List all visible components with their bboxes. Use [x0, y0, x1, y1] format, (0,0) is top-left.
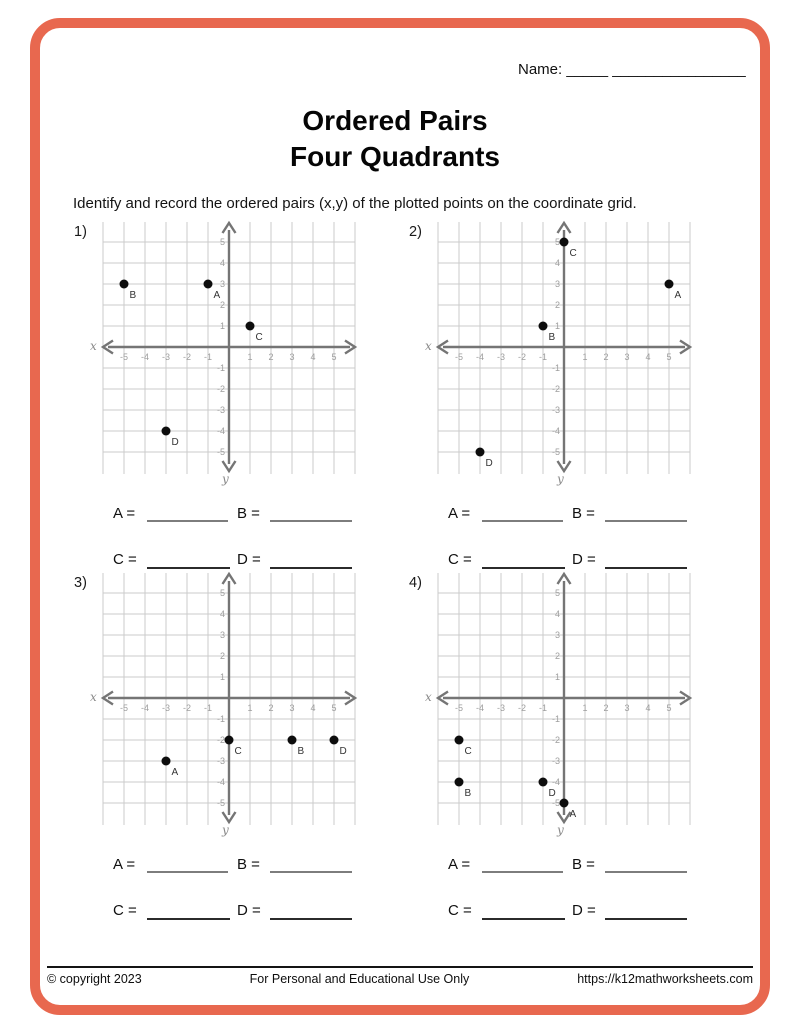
axes: [103, 223, 355, 471]
axes: [438, 574, 690, 822]
point-label-B: B: [129, 290, 137, 301]
answer-label-c: C =: [113, 551, 137, 568]
svg-text:4: 4: [219, 258, 225, 268]
problem-4: [409, 569, 721, 861]
svg-text:-4: -4: [551, 426, 560, 436]
svg-text:-1: -1: [216, 363, 225, 373]
svg-text:1: 1: [554, 672, 560, 682]
svg-text:-1: -1: [216, 714, 225, 724]
answer-label-b: B =: [572, 505, 595, 522]
answer-label-b: B =: [572, 856, 595, 873]
point-D: [476, 448, 485, 457]
point-label-D: D: [485, 458, 493, 469]
point-label-C: C: [464, 746, 472, 757]
axes: [438, 223, 690, 471]
point-label-D: D: [548, 788, 556, 799]
coordinate-grid-svg: [82, 218, 378, 490]
svg-text:1: 1: [582, 703, 588, 713]
svg-text:-1: -1: [551, 714, 560, 724]
svg-text:-2: -2: [551, 735, 560, 745]
svg-text:-1: -1: [551, 363, 560, 373]
svg-text:5: 5: [219, 588, 225, 598]
svg-text:-3: -3: [551, 756, 560, 766]
answer-blank-b[interactable]: [270, 520, 352, 522]
answer-blank-b[interactable]: [605, 871, 687, 873]
svg-text:-1: -1: [203, 703, 213, 713]
svg-text:-4: -4: [140, 352, 150, 362]
point-label-A: A: [171, 767, 179, 778]
point-label-C: C: [569, 248, 577, 259]
plotted-points: [476, 238, 682, 470]
svg-text:3: 3: [289, 352, 295, 362]
answer-blank-c[interactable]: [482, 567, 565, 569]
svg-text:1: 1: [582, 352, 588, 362]
svg-text:2: 2: [219, 651, 225, 661]
svg-text:4: 4: [645, 352, 651, 362]
svg-text:4: 4: [310, 703, 316, 713]
svg-text:5: 5: [666, 352, 672, 362]
svg-text:y: y: [557, 823, 564, 837]
point-C: [455, 736, 464, 745]
svg-text:-2: -2: [551, 384, 560, 394]
svg-text:-3: -3: [161, 352, 171, 362]
answer-label-c: C =: [113, 902, 137, 919]
answer-label-a: A =: [448, 505, 471, 522]
point-A: [204, 280, 213, 289]
svg-text:-5: -5: [454, 352, 464, 362]
svg-text:2: 2: [554, 300, 560, 310]
svg-text:-4: -4: [475, 703, 485, 713]
coordinate-grid-2: [417, 218, 713, 495]
svg-text:5: 5: [331, 352, 337, 362]
answer-label-b: B =: [237, 856, 260, 873]
svg-text:-1: -1: [203, 352, 213, 362]
svg-text:2: 2: [603, 352, 609, 362]
svg-text:3: 3: [554, 279, 560, 289]
svg-text:-4: -4: [140, 703, 150, 713]
svg-text:y: y: [222, 823, 229, 837]
title-line-1: Ordered Pairs: [302, 105, 488, 136]
svg-text:-3: -3: [216, 756, 225, 766]
point-label-B: B: [464, 788, 472, 799]
answer-blank-d[interactable]: [605, 567, 687, 569]
svg-text:1: 1: [554, 321, 560, 331]
axes: [103, 574, 355, 822]
footer: [47, 972, 753, 986]
answer-blank-c[interactable]: [147, 918, 230, 920]
svg-text:-2: -2: [517, 352, 527, 362]
answer-blank-c[interactable]: [482, 918, 565, 920]
svg-text:x: x: [90, 339, 97, 353]
problem-2: [409, 218, 721, 510]
point-B: [455, 778, 464, 787]
coordinate-grid-1: [82, 218, 378, 495]
svg-text:5: 5: [219, 237, 225, 247]
svg-text:4: 4: [645, 703, 651, 713]
svg-text:1: 1: [247, 703, 253, 713]
svg-text:-3: -3: [216, 405, 225, 415]
point-label-A: A: [674, 290, 682, 301]
plotted-points: [162, 736, 347, 779]
answers-problem-4: [448, 856, 693, 941]
answer-label-d: D =: [572, 551, 596, 568]
svg-text:-4: -4: [216, 777, 225, 787]
svg-text:y: y: [222, 472, 229, 486]
svg-text:-3: -3: [496, 703, 506, 713]
answers-problem-1: [113, 505, 358, 590]
instructions-text: Identify and record the ordered pairs (x,y) of the plotted points on the coordinate grid.: [73, 195, 637, 212]
svg-text:-4: -4: [551, 777, 560, 787]
svg-text:-2: -2: [517, 703, 527, 713]
worksheet-title: [0, 103, 790, 175]
svg-text:x: x: [425, 339, 432, 353]
point-D: [162, 427, 171, 436]
svg-text:3: 3: [554, 630, 560, 640]
answer-label-d: D =: [237, 551, 261, 568]
svg-text:-3: -3: [551, 405, 560, 415]
svg-text:4: 4: [219, 609, 225, 619]
name-label: Name:: [518, 61, 563, 78]
point-A: [162, 757, 171, 766]
answer-blank-d[interactable]: [270, 567, 352, 569]
svg-text:3: 3: [219, 630, 225, 640]
answer-label-d: D =: [572, 902, 596, 919]
footer-usage-note: For Personal and Educational Use Only: [249, 972, 470, 986]
answer-blank-a[interactable]: [482, 871, 563, 873]
problem-2-number: 2): [409, 224, 422, 240]
svg-text:5: 5: [554, 237, 560, 247]
svg-text:-5: -5: [119, 352, 129, 362]
svg-text:-1: -1: [538, 352, 548, 362]
svg-text:5: 5: [554, 588, 560, 598]
footer-copyright: © copyright 2023: [47, 972, 142, 986]
point-C: [560, 238, 569, 247]
coordinate-grid-svg: [417, 218, 713, 490]
svg-text:2: 2: [554, 651, 560, 661]
answer-blank-d[interactable]: [605, 918, 687, 920]
answer-label-a: A =: [113, 505, 136, 522]
point-D: [330, 736, 339, 745]
answer-blank-a[interactable]: [482, 520, 563, 522]
answer-blank-d[interactable]: [270, 918, 352, 920]
svg-text:1: 1: [247, 352, 253, 362]
svg-text:3: 3: [219, 279, 225, 289]
footer-url[interactable]: https://k12mathworksheets.com: [577, 972, 753, 986]
svg-text:-5: -5: [551, 798, 560, 808]
svg-text:-2: -2: [182, 352, 192, 362]
point-C: [225, 736, 234, 745]
answers-problem-3: [113, 856, 358, 941]
point-B: [120, 280, 129, 289]
svg-text:2: 2: [219, 300, 225, 310]
point-D: [539, 778, 548, 787]
answer-label-a: A =: [448, 856, 471, 873]
answer-label-d: D =: [237, 902, 261, 919]
point-A: [665, 280, 674, 289]
svg-text:x: x: [90, 690, 97, 704]
svg-text:3: 3: [624, 703, 630, 713]
svg-text:3: 3: [624, 352, 630, 362]
point-label-B: B: [548, 332, 556, 343]
svg-text:1: 1: [219, 672, 225, 682]
svg-text:-5: -5: [216, 447, 225, 457]
answer-label-b: B =: [237, 505, 260, 522]
point-label-C: C: [234, 746, 242, 757]
point-B: [288, 736, 297, 745]
svg-text:-5: -5: [216, 798, 225, 808]
title-line-2: Four Quadrants: [289, 141, 500, 172]
svg-text:-2: -2: [182, 703, 192, 713]
svg-text:4: 4: [554, 258, 560, 268]
answer-label-c: C =: [448, 902, 472, 919]
point-label-A: A: [569, 809, 577, 820]
svg-text:-5: -5: [551, 447, 560, 457]
problem-1-number: 1): [74, 224, 87, 240]
svg-text:-1: -1: [538, 703, 548, 713]
point-B: [539, 322, 548, 331]
point-A: [560, 799, 569, 808]
point-label-D: D: [171, 437, 179, 448]
svg-text:5: 5: [331, 703, 337, 713]
answer-label-c: C =: [448, 551, 472, 568]
svg-text:x: x: [425, 690, 432, 704]
svg-text:-3: -3: [161, 703, 171, 713]
svg-text:4: 4: [310, 352, 316, 362]
problem-4-number: 4): [409, 575, 422, 591]
svg-text:2: 2: [268, 703, 274, 713]
svg-text:3: 3: [289, 703, 295, 713]
point-label-B: B: [297, 746, 305, 757]
coordinate-grid-4: [417, 569, 713, 846]
svg-text:-5: -5: [454, 703, 464, 713]
point-label-C: C: [255, 332, 263, 343]
svg-text:2: 2: [268, 352, 274, 362]
answer-blank-c[interactable]: [147, 567, 230, 569]
svg-text:-4: -4: [475, 352, 485, 362]
point-label-D: D: [339, 746, 347, 757]
svg-text:-4: -4: [216, 426, 225, 436]
coordinate-grid-3: [82, 569, 378, 846]
point-C: [246, 322, 255, 331]
answers-problem-2: [448, 505, 693, 590]
name-blank-line[interactable]: _____ ________________: [566, 61, 746, 78]
answer-blank-a[interactable]: [147, 871, 228, 873]
problem-3-number: 3): [74, 575, 87, 591]
svg-text:2: 2: [603, 703, 609, 713]
svg-text:-5: -5: [119, 703, 129, 713]
name-field[interactable]: [518, 61, 746, 78]
coordinate-grid-svg: [417, 569, 713, 841]
problem-1: [74, 218, 386, 510]
footer-divider: [47, 966, 753, 968]
svg-text:-2: -2: [216, 735, 225, 745]
problem-3: [74, 569, 386, 861]
answer-blank-b[interactable]: [605, 520, 687, 522]
answer-label-a: A =: [113, 856, 136, 873]
answer-blank-a[interactable]: [147, 520, 228, 522]
svg-text:-3: -3: [496, 352, 506, 362]
svg-text:-2: -2: [216, 384, 225, 394]
point-label-A: A: [213, 290, 221, 301]
answer-blank-b[interactable]: [270, 871, 352, 873]
svg-text:5: 5: [666, 703, 672, 713]
svg-text:y: y: [557, 472, 564, 486]
coordinate-grid-svg: [82, 569, 378, 841]
svg-text:4: 4: [554, 609, 560, 619]
svg-text:1: 1: [219, 321, 225, 331]
